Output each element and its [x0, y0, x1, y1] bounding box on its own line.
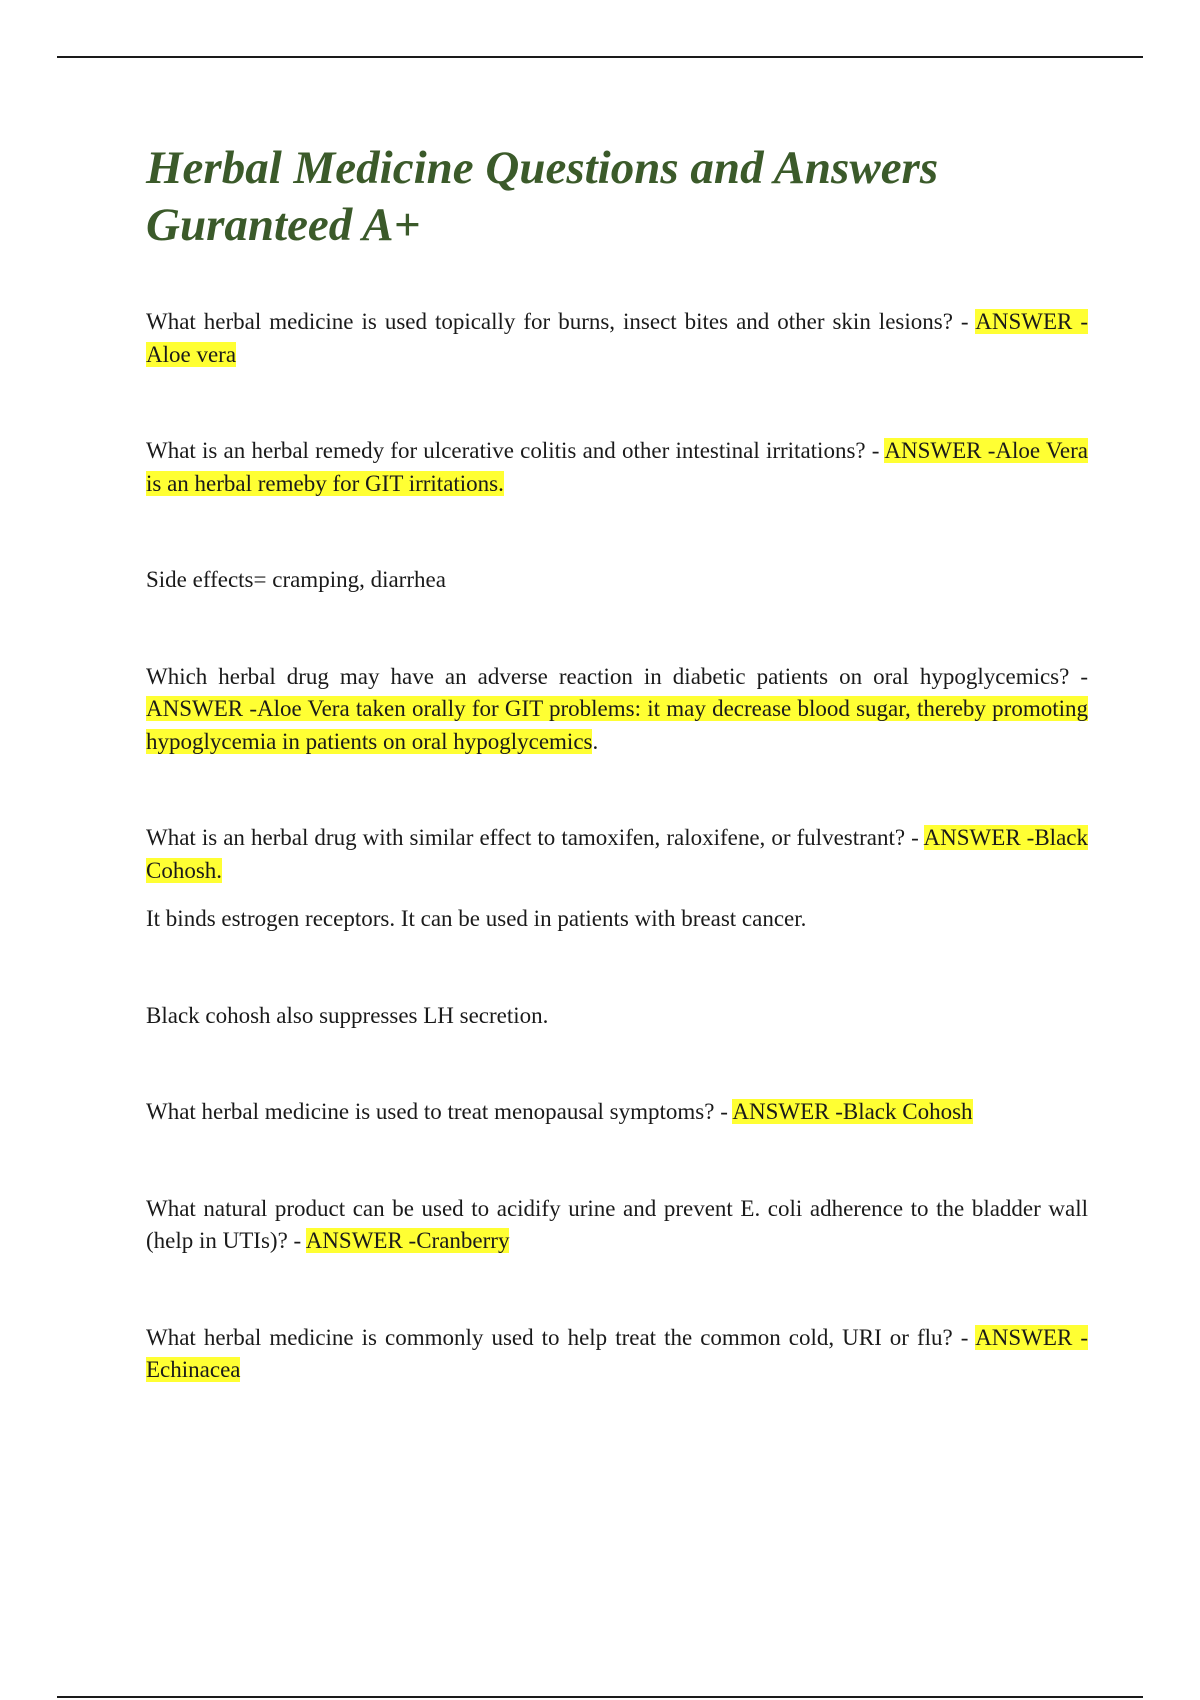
question-text: What herbal medicine is used topically for burns, insect bites and other skin lesions? - [146, 309, 976, 334]
qa-entry-4 [146, 822, 1088, 887]
question-text: What herbal medicine is commonly used to help treat the common cold, URI or flu? - [146, 1324, 976, 1350]
answer-highlight: ANSWER -Aloe Vera is an herbal remeby for GIT irritations. [146, 438, 1088, 496]
answer-highlight: ANSWER -Cranberry [305, 1228, 510, 1253]
answer-highlight: ANSWER -Aloe Vera taken orally for GIT problems: it may decrease blood sugar, thereby promoting hypoglycemia in patients on oral hypoglycemics [146, 696, 1088, 754]
answer-highlight: ANSWER -Black Cohosh [732, 1099, 973, 1124]
note-estrogen [146, 903, 1088, 936]
document-body [146, 140, 1088, 1387]
qa-entry-5 [146, 1096, 1088, 1129]
question-text: What is an herbal remedy for ulcerative colitis and other intestinal irritations? - [146, 438, 885, 463]
trailing-period: . [592, 728, 599, 754]
bottom-rule [57, 1696, 1143, 1698]
qa-entry-2 [146, 435, 1088, 500]
answer-highlight: ANSWER -Black Cohosh. [146, 825, 1088, 883]
qa-entry-7 [146, 1322, 1088, 1387]
top-rule [57, 56, 1143, 58]
note-lh [146, 1000, 1088, 1033]
qa-entry-1 [146, 306, 1088, 371]
note-side-effects [146, 564, 1088, 597]
note-text: It binds estrogen receptors. It can be used in patients with breast cancer. [146, 906, 807, 931]
question-text: What natural product can be used to acidify urine and prevent E. coli adherence to the bladder wall (help in UTIs)? - [146, 1195, 1088, 1253]
question-text: Which herbal drug may have an adverse reaction in diabetic patients on oral hypoglycemics? - [146, 663, 1088, 689]
answer-highlight: ANSWER -Aloe vera [146, 309, 1088, 367]
qa-entry-3 [146, 661, 1088, 759]
question-text: What is an herbal drug with similar effect to tamoxifen, raloxifene, or fulvestrant? - [146, 825, 924, 850]
document-title: Herbal Medicine Questions and Answers Guranteed A+ [146, 142, 939, 251]
qa-entry-6 [146, 1193, 1088, 1258]
note-text: Black cohosh also suppresses LH secretion. [146, 1002, 549, 1028]
question-text: What herbal medicine is used to treat menopausal symptoms? - [146, 1099, 733, 1124]
answer-highlight: ANSWER -Echinacea [146, 1324, 1088, 1382]
note-text: Side effects= cramping, diarrhea [146, 567, 446, 592]
